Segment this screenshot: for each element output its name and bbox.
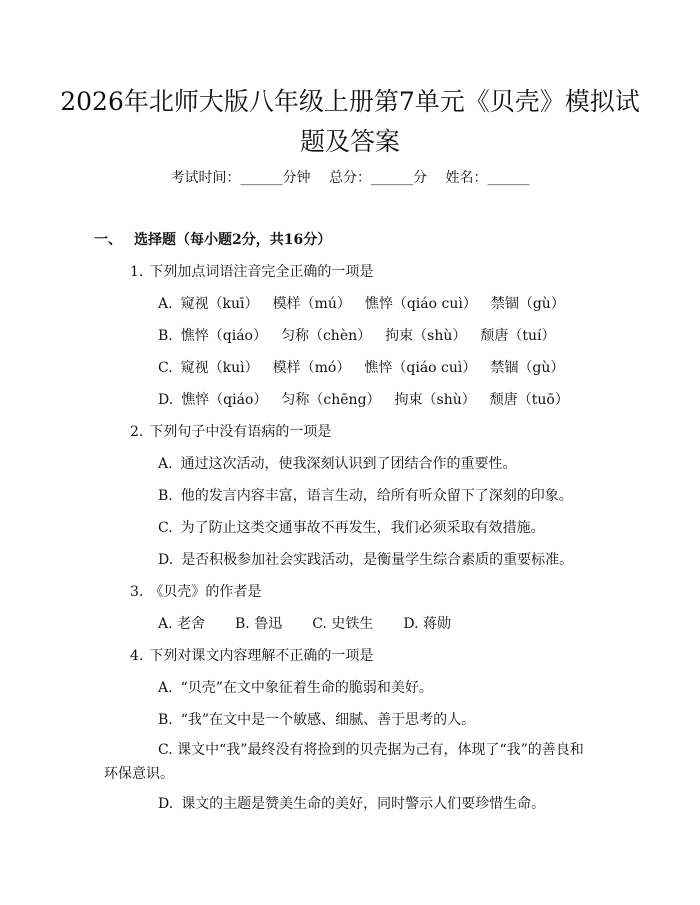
section-number: 一、 — [94, 232, 122, 248]
option-letter: C. — [158, 520, 173, 536]
q2-option-a — [158, 454, 517, 474]
exam-meta — [0, 168, 700, 188]
option-word: 匀称（chèn） — [280, 328, 372, 344]
option-word: 憔悴（qiáo cuì） — [364, 296, 477, 312]
option-letter: D. — [158, 392, 174, 408]
question-number: 4. — [130, 648, 144, 664]
option-text: 鲁迅 — [254, 616, 283, 632]
q3-option-c — [312, 616, 373, 632]
option-letter: A. — [158, 680, 173, 696]
option-letter: B. — [235, 616, 250, 632]
exam-time: 考试时间：______分钟 — [170, 170, 311, 186]
q4-option-b — [158, 710, 475, 730]
option-word: 颓唐（tuō） — [489, 392, 569, 408]
question-number: 1. — [130, 264, 144, 280]
question-2 — [130, 422, 331, 442]
question-stem: 《贝壳》的作者是 — [149, 584, 262, 600]
option-text: 课文中“我”最终没有将捡到的贝壳据为己有，体现了“我”的善良和环保意识。 — [104, 742, 584, 782]
q1-option-c — [158, 358, 578, 378]
option-word: 禁锢（gù） — [490, 360, 565, 376]
question-4 — [130, 646, 373, 666]
option-text: 蒋勋 — [422, 616, 451, 632]
option-letter: B. — [158, 712, 173, 728]
q3-option-d — [403, 616, 451, 632]
option-word: 窥视（kuì） — [180, 360, 259, 376]
option-word: 拘束（shù） — [394, 392, 476, 408]
option-word: 憔悴（qiáo） — [180, 328, 267, 344]
q3-options — [158, 614, 481, 634]
option-text: 老舍 — [177, 616, 206, 632]
option-text: “贝壳”在文中象征着生命的脆弱和美好。 — [180, 680, 433, 696]
q3-option-b — [235, 616, 282, 632]
option-word: 颓唐（tuí） — [480, 328, 556, 344]
option-text: “我”在文中是一个敏感、细腻、善于思考的人。 — [180, 712, 476, 728]
option-letter: D. — [403, 616, 419, 632]
option-word: 拘束（shù） — [385, 328, 467, 344]
q1-option-d — [158, 390, 583, 410]
exam-score: 总分：______分 — [329, 170, 427, 186]
option-word: 模样（mó） — [272, 360, 351, 376]
page-title: 2026年北师大版八年级上册第7单元《贝壳》模拟试题及答案 — [60, 87, 640, 156]
q1-option-a — [158, 294, 579, 314]
option-letter: B. — [158, 328, 173, 344]
question-stem: 下列对课文内容理解不正确的一项是 — [149, 648, 374, 664]
q4-option-a — [158, 678, 433, 698]
option-word: 憔悴（qiáo cuì） — [364, 360, 477, 376]
option-letter: A. — [158, 456, 173, 472]
q4-option-c — [104, 738, 592, 786]
question-number: 3. — [130, 584, 144, 600]
section-heading — [94, 230, 331, 250]
section-label: 选择题（每小题2分，共16分） — [134, 232, 332, 248]
q3-option-a — [158, 616, 205, 632]
option-letter: C. — [158, 742, 173, 758]
option-word: 模样（mú） — [272, 296, 351, 312]
option-letter: D. — [158, 796, 174, 812]
option-letter: B. — [158, 488, 173, 504]
q2-option-b — [158, 486, 573, 506]
option-letter: A. — [158, 296, 173, 312]
option-letter: C. — [312, 616, 327, 632]
option-word: 窥视（kuī） — [180, 296, 259, 312]
option-text: 史铁生 — [331, 616, 374, 632]
option-letter: C. — [158, 360, 173, 376]
q4-option-d — [158, 794, 545, 814]
option-word: 匀称（chēng） — [281, 392, 381, 408]
option-letter: D. — [158, 552, 174, 568]
option-text: 课文的主题是赞美生命的美好，同时警示人们要珍惜生命。 — [181, 796, 546, 812]
q2-option-d — [158, 550, 573, 570]
question-stem: 下列加点词语注音完全正确的一项是 — [149, 264, 374, 280]
option-word: 憔悴（qiáo） — [181, 392, 268, 408]
option-text: 他的发言内容丰富，语言生动，给所有听众留下了深刻的印象。 — [180, 488, 573, 504]
question-stem: 下列句子中没有语病的一项是 — [149, 424, 332, 440]
question-number: 2. — [130, 424, 144, 440]
question-3 — [130, 582, 261, 602]
question-1 — [130, 262, 373, 282]
q2-option-c — [158, 518, 545, 538]
option-letter: A. — [158, 616, 173, 632]
option-text: 通过这次活动，使我深刻认识到了团结合作的重要性。 — [180, 456, 517, 472]
option-text: 为了防止这类交通事故不再发生，我们必须采取有效措施。 — [180, 520, 545, 536]
option-text: 是否积极参加社会实践活动，是衡量学生综合素质的重要标准。 — [181, 552, 574, 568]
q1-option-b — [158, 326, 569, 346]
exam-name: 姓名：______ — [445, 170, 530, 186]
option-word: 禁锢（gù） — [490, 296, 565, 312]
